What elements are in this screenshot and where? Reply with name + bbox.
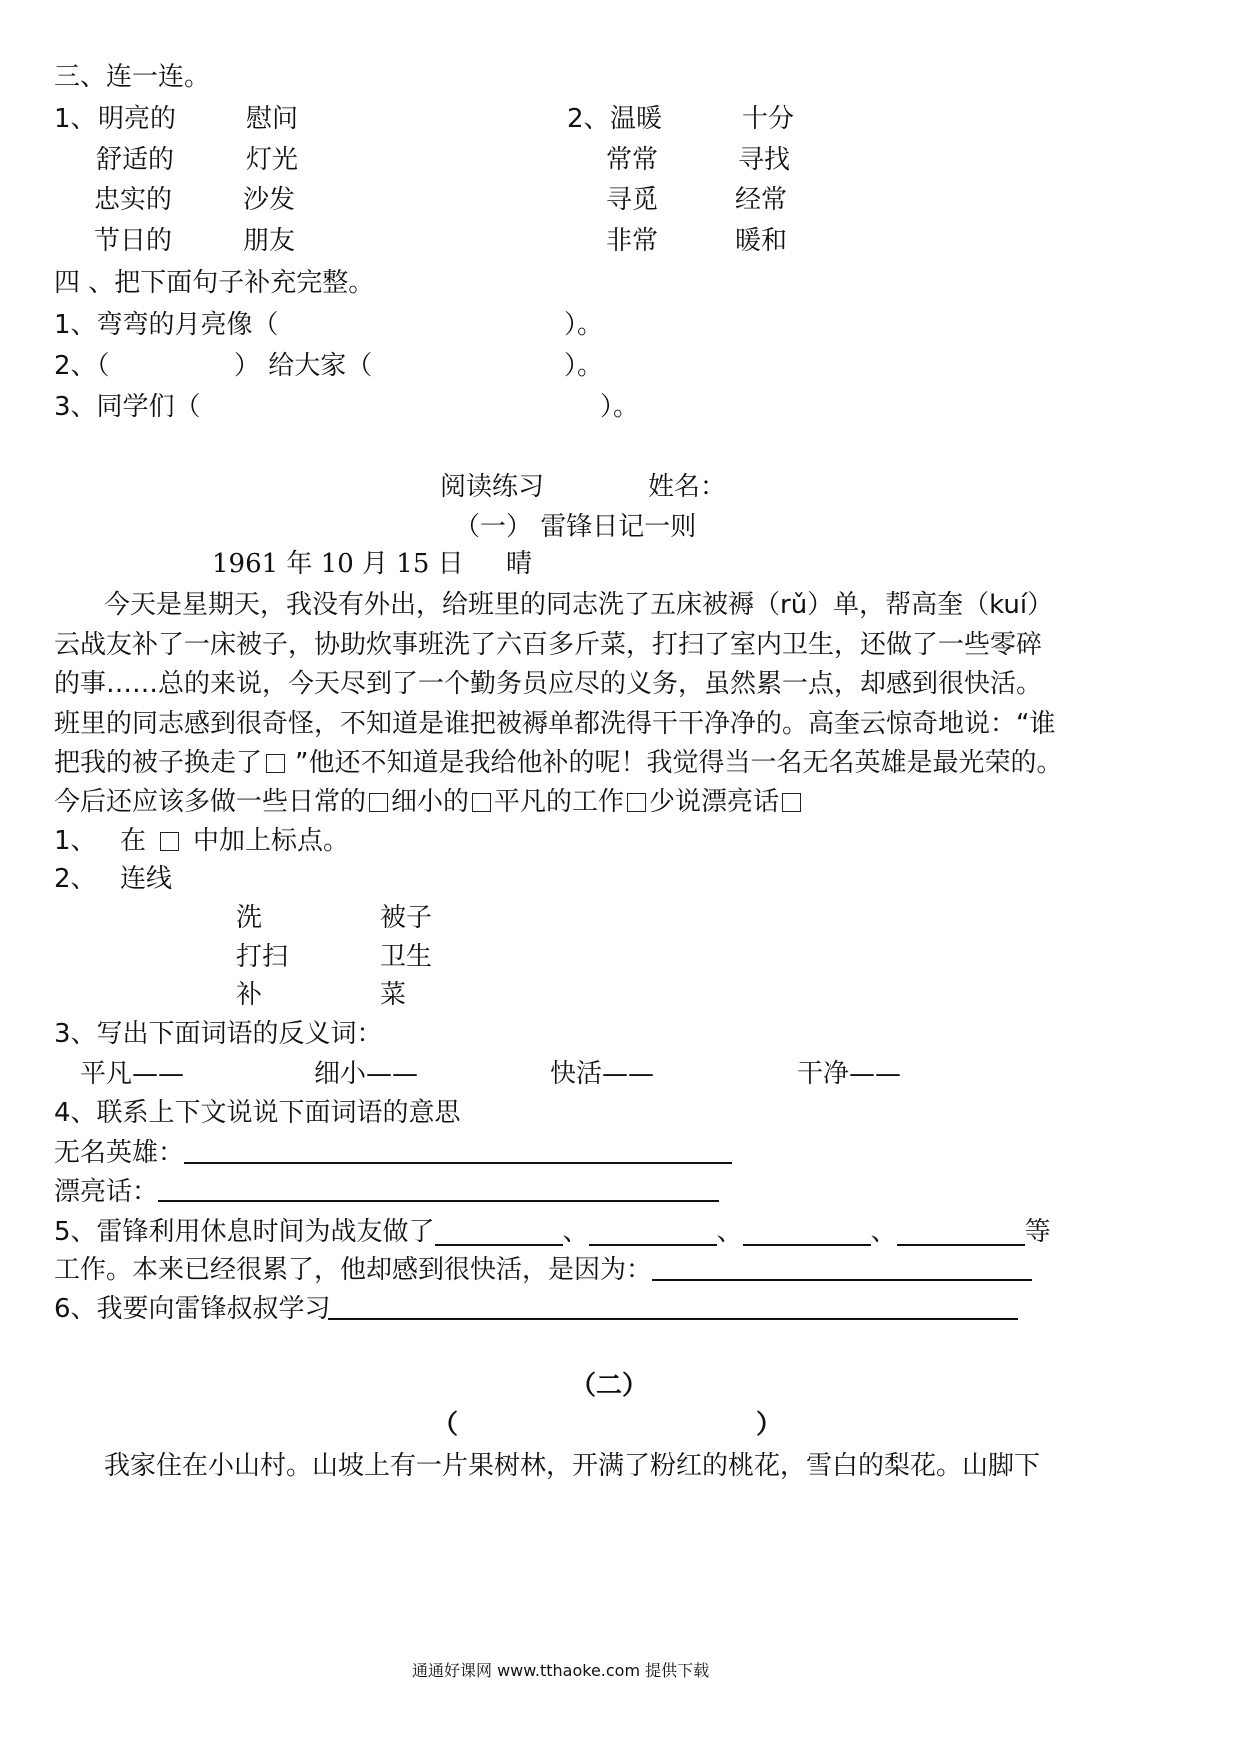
diary-date: 1961 年 10 月 15 日 xyxy=(212,549,464,579)
punctuation-box[interactable] xyxy=(472,793,491,812)
match-right-word: 菜 xyxy=(380,980,407,1010)
s4-q2-end: ）。 xyxy=(564,351,604,381)
q5-separator: 、 xyxy=(870,1217,897,1247)
q5-text-part: 等 xyxy=(1024,1217,1051,1247)
antonym-item: 干净—— xyxy=(797,1059,902,1089)
punctuation-box[interactable] xyxy=(266,754,285,773)
group-2-left-word: 温暖 xyxy=(610,104,663,134)
passage-line-part: 细小的 xyxy=(391,787,470,817)
punctuation-box[interactable] xyxy=(782,793,801,812)
passage-line-part: 少说漂亮话 xyxy=(649,787,780,817)
passage-line-part: ”他还不知道是我给他补的呢！我觉得当一名无名英雄是最光荣的。 xyxy=(295,748,1063,778)
antonym-item: 细小—— xyxy=(314,1059,419,1089)
passage-line: 的事……总的来说，今天尽到了一个勤务员应尽的义务，虽然累一点，却感到很快活。 xyxy=(54,669,1043,699)
passage-2-title-close: ） xyxy=(756,1410,783,1440)
q4-text: 4、联系上下文说说下面词语的意思 xyxy=(54,1098,461,1128)
s4-q2-start: 2、（ xyxy=(54,351,110,381)
s4-q2-mid: ） 给大家（ xyxy=(234,351,373,381)
q1-text-part: 在 xyxy=(120,826,147,856)
passage-line: 云战友补了一床被子，协助炊事班洗了六百多斤菜，打扫了室内卫生，还做了一些零碎 xyxy=(54,630,1043,660)
footer-credit: 通通好课网 www.tthaoke.com 提供下载 xyxy=(412,1661,710,1680)
group-2-right-word: 十分 xyxy=(742,104,795,134)
match-right-word: 卫生 xyxy=(380,942,433,972)
passage-line-part: 平凡的工作 xyxy=(494,787,625,817)
answer-line[interactable] xyxy=(743,1218,871,1246)
q1-text-part: 中加上标点。 xyxy=(193,826,350,856)
q5-text-part: 5、雷锋利用休息时间为战友做了 xyxy=(54,1217,435,1247)
group-1-left-word: 明亮的 xyxy=(98,104,177,134)
q2-number: 2、 xyxy=(54,864,97,894)
passage-1-heading: （一） 雷锋日记一则 xyxy=(454,512,697,542)
match-left-word: 打扫 xyxy=(236,942,289,972)
group-1-left-word: 节日的 xyxy=(94,226,173,256)
q5-line-2: 工作。本来已经很累了，他却感到很快活，是因为： xyxy=(54,1255,653,1285)
passage-2-heading: （二） xyxy=(570,1371,649,1401)
punctuation-box[interactable] xyxy=(369,793,388,812)
q1-text xyxy=(120,828,349,854)
q5-text xyxy=(54,1218,1051,1246)
section-3-heading: 三、连一连。 xyxy=(54,62,211,92)
q3-text: 3、写出下面词语的反义词： xyxy=(54,1019,383,1049)
sample-box xyxy=(160,832,179,851)
passage-line: 班里的同志感到很奇怪，不知道是谁把被褥单都洗得干干净净的。高奎云惊奇地说：“谁 xyxy=(54,709,1056,739)
antonym-item: 平凡—— xyxy=(80,1059,185,1089)
group-1-right-word: 灯光 xyxy=(246,145,299,175)
group-1-left-word: 忠实的 xyxy=(94,185,173,215)
answer-line[interactable] xyxy=(328,1294,1018,1320)
match-right-word: 被子 xyxy=(380,903,433,933)
antonym-item: 快活—— xyxy=(550,1059,655,1089)
q1-number: 1、 xyxy=(54,826,97,856)
group-1-left-word: 舒适的 xyxy=(96,145,175,175)
group-2-number: 2、 xyxy=(567,104,610,134)
match-left-word: 补 xyxy=(236,980,263,1010)
group-2-left-word: 常常 xyxy=(606,145,659,175)
s4-q1-start: 1、弯弯的月亮像（ xyxy=(54,310,279,340)
passage-2-line: 我家住在小山村。山坡上有一片果树林，开满了粉红的桃花，雪白的梨花。山脚下 xyxy=(104,1451,1041,1481)
q4-label-hero: 无名英雄： xyxy=(54,1138,185,1168)
group-2-right-word: 寻找 xyxy=(738,145,791,175)
group-2-right-word: 经常 xyxy=(735,185,788,215)
passage-line: 今天是星期天，我没有外出，给班里的同志洗了五床被褥（rǔ）单，帮高奎（kuí） xyxy=(104,590,1054,620)
name-label: 姓名： xyxy=(648,472,727,502)
passage-line xyxy=(54,789,804,815)
group-1-right-word: 沙发 xyxy=(243,185,296,215)
punctuation-box[interactable] xyxy=(627,793,646,812)
q5-separator: 、 xyxy=(716,1217,743,1247)
match-left-word: 洗 xyxy=(236,903,263,933)
answer-line[interactable] xyxy=(652,1255,1032,1281)
answer-line[interactable] xyxy=(897,1218,1025,1246)
answer-line[interactable] xyxy=(158,1176,719,1202)
s4-q1-end: ）。 xyxy=(564,310,604,340)
group-2-left-word: 非常 xyxy=(606,226,659,256)
group-1-right-word: 慰问 xyxy=(246,104,299,134)
passage-line xyxy=(54,750,1063,776)
answer-line[interactable] xyxy=(435,1218,563,1246)
answer-line[interactable] xyxy=(589,1218,717,1246)
reading-title: 阅读练习 xyxy=(440,472,545,502)
passage-2-title-open: （ xyxy=(432,1410,459,1440)
passage-line-part: 把我的被子换走了 xyxy=(54,748,263,778)
group-1-right-word: 朋友 xyxy=(243,226,296,256)
q2-label: 连线 xyxy=(120,864,173,894)
q4-label-nice-words: 漂亮话： xyxy=(54,1177,159,1207)
answer-line[interactable] xyxy=(184,1138,732,1164)
group-2-left-word: 寻觅 xyxy=(606,185,659,215)
passage-line-part: 今后还应该多做一些日常的 xyxy=(54,787,367,817)
section-4-heading: 四 、把下面句子补充完整。 xyxy=(54,268,375,298)
q6-text: 6、我要向雷锋叔叔学习 xyxy=(54,1294,331,1324)
group-1-number: 1、 xyxy=(54,104,97,134)
diary-weather: 晴 xyxy=(506,549,533,579)
s4-q3-start: 3、同学们（ xyxy=(54,392,201,422)
group-2-right-word: 暖和 xyxy=(735,226,788,256)
s4-q3-end: ）。 xyxy=(600,392,640,422)
q5-separator: 、 xyxy=(562,1217,589,1247)
